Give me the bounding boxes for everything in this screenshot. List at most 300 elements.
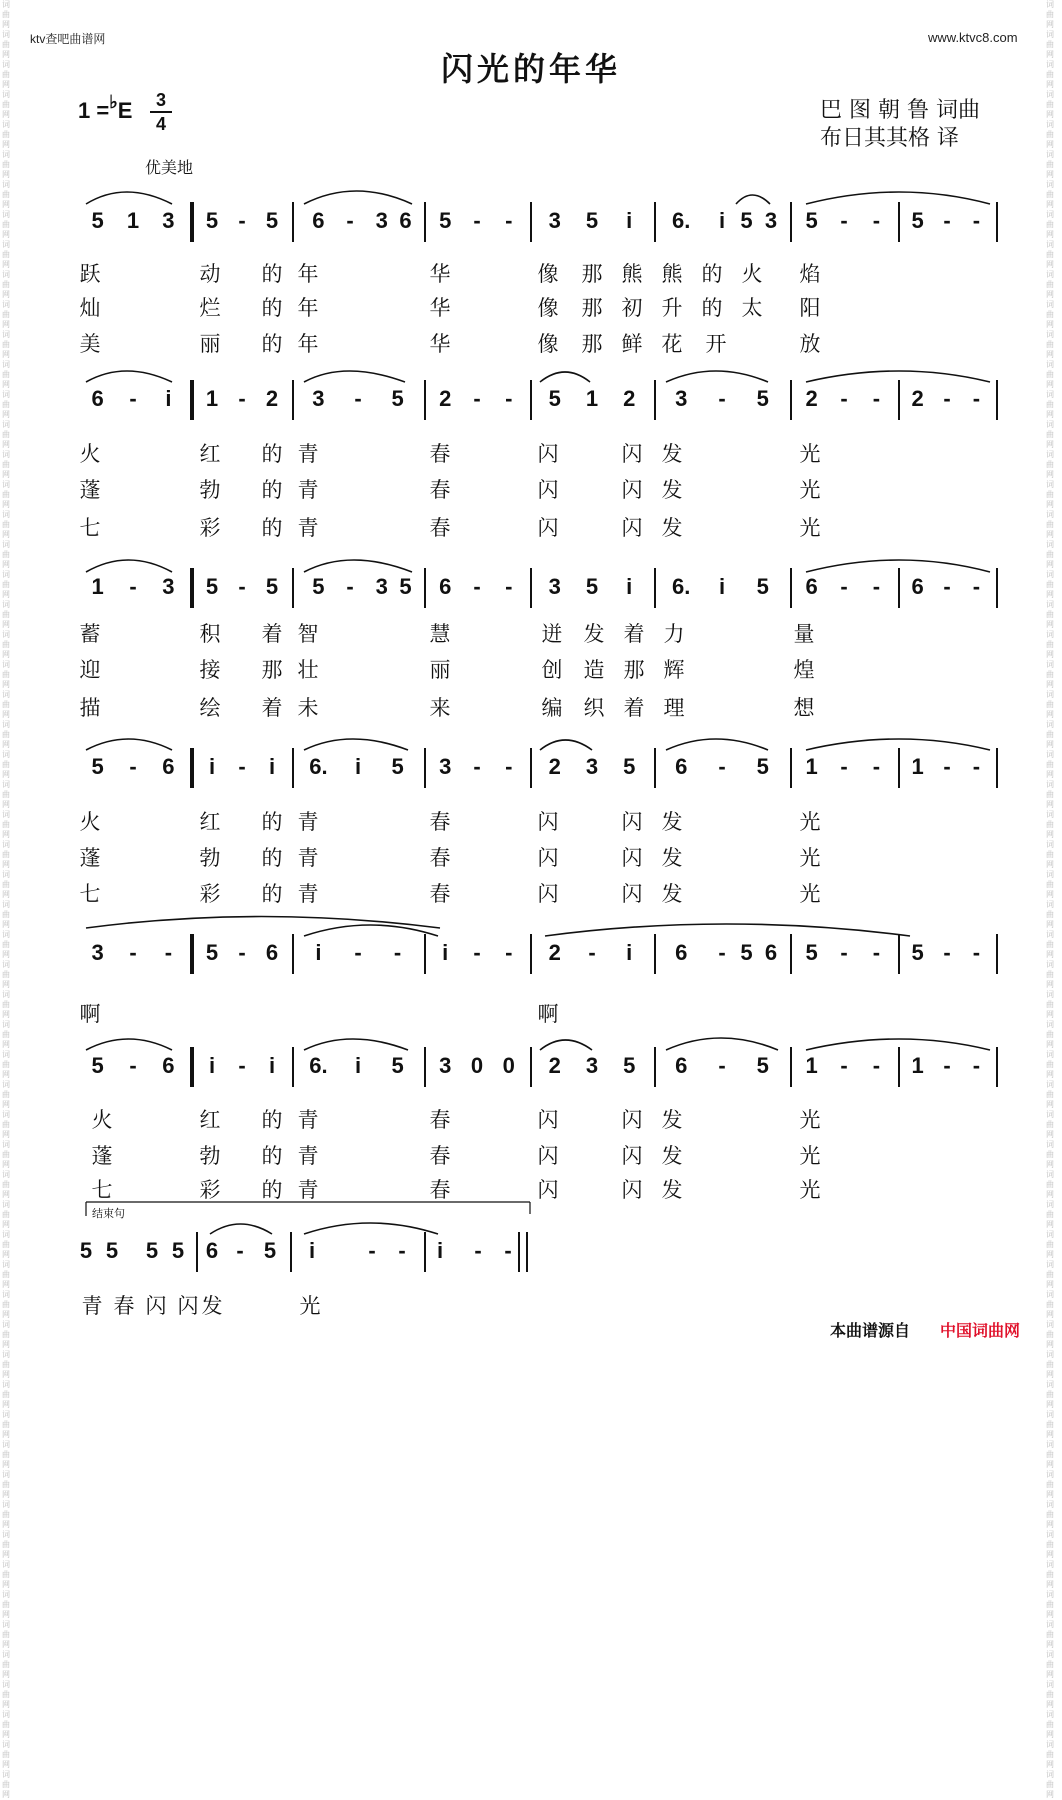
lyric-char: 春 <box>429 882 451 906</box>
lyric-char: 光 <box>799 478 821 502</box>
jianpu-note: - <box>840 940 848 965</box>
jianpu-note: 1 <box>126 208 140 233</box>
slur <box>666 739 768 750</box>
jianpu-note: 0 <box>470 1053 484 1078</box>
lyric-char: 发 <box>661 516 683 540</box>
jianpu-note: - <box>872 1053 881 1078</box>
jianpu-note: i <box>208 1053 216 1078</box>
jianpu-note: 2 <box>548 940 561 965</box>
lyric-char: 着 <box>261 696 283 720</box>
lyric-char: 闪 <box>621 882 643 906</box>
slur <box>540 372 590 382</box>
jianpu-note: 5 <box>585 208 599 233</box>
jianpu-note: 3 <box>375 574 388 599</box>
jianpu-note: - <box>840 386 848 411</box>
lyric-char: 着 <box>261 622 283 646</box>
lyric-char: 闪 <box>537 1144 559 1168</box>
flat-sign: ♭ <box>109 92 118 112</box>
jianpu-note: 6 <box>265 940 279 965</box>
jianpu-note: - <box>840 754 848 779</box>
lyric-char: 的 <box>701 296 723 320</box>
time-top: 3 <box>155 90 166 110</box>
jianpu-note: 6. <box>672 574 691 599</box>
jianpu-note: 2 <box>623 386 636 411</box>
lyric-char: 蓬 <box>91 1144 113 1168</box>
jianpu-note: - <box>505 940 513 965</box>
phrase-arcs <box>86 191 990 1234</box>
jianpu-note: - <box>505 386 513 411</box>
lyric-char: 春 <box>429 846 451 870</box>
jianpu-note: 5 <box>756 574 769 599</box>
lyric-char: 光 <box>799 1144 821 1168</box>
jianpu-note: - <box>943 386 951 411</box>
lyric-char: 闪 <box>621 846 643 870</box>
jianpu-note: 2 <box>805 386 818 411</box>
lyric-char: 火 <box>741 262 763 286</box>
jianpu-note: 5 <box>911 208 924 233</box>
jianpu-note: 5 <box>805 208 818 233</box>
jianpu-note: - <box>943 940 951 965</box>
time-bottom: 4 <box>155 114 166 134</box>
jianpu-note: - <box>473 386 481 411</box>
jianpu-note: - <box>238 386 246 411</box>
jianpu-note: 5 <box>548 386 561 411</box>
jianpu-note: i <box>718 208 726 233</box>
slur <box>86 560 172 572</box>
lyric-char: 春 <box>429 1108 451 1132</box>
jianpu-note: 6 <box>399 208 412 233</box>
lyric-char: 光 <box>799 1108 821 1132</box>
jianpu-note: i <box>354 754 362 779</box>
jianpu-note: - <box>473 574 481 599</box>
lyric-char: 熊 <box>621 262 643 286</box>
lyric-char: 的 <box>261 846 283 870</box>
lyric-char: 火 <box>91 1108 113 1132</box>
jianpu-note: 2 <box>265 386 279 411</box>
jianpu-note: 5 <box>399 574 412 599</box>
lyric-char: 升 <box>661 296 683 320</box>
lyric-char: 青 <box>297 478 319 502</box>
lyric-char: 啊 <box>79 1002 101 1026</box>
lyric-char: 年 <box>297 332 319 356</box>
jianpu-note: 5 <box>205 574 219 599</box>
lyric-char: 光 <box>299 1294 321 1318</box>
lyric-char: 着 <box>623 696 645 720</box>
lyric-char: 初 <box>621 296 643 320</box>
lyric-char: 的 <box>261 478 283 502</box>
lyric-char: 发 <box>661 442 683 466</box>
jianpu-note: 5 <box>91 208 104 233</box>
jianpu-note: 5 <box>205 940 219 965</box>
jianpu-note: 5 <box>756 1053 769 1078</box>
jianpu-note: 6 <box>205 1238 219 1263</box>
lyric-char: 光 <box>799 442 821 466</box>
jianpu-note: - <box>943 754 951 779</box>
jianpu-note: 6. <box>672 208 691 233</box>
jianpu-note: - <box>872 754 881 779</box>
jianpu-note: - <box>354 386 362 411</box>
lyric-char: 发 <box>661 1178 683 1202</box>
jianpu-note: - <box>872 386 881 411</box>
jianpu-note: - <box>588 940 596 965</box>
lyric-char: 光 <box>799 810 821 834</box>
lyric-char: 的 <box>701 262 723 286</box>
credit-translator: 布日其其格 译 <box>820 126 959 151</box>
key-letter: E <box>117 98 133 123</box>
jianpu-note: i <box>165 386 172 411</box>
lyric-char: 迸 <box>541 622 563 646</box>
jianpu-note: 5 <box>740 208 753 233</box>
lyric-char: 青 <box>297 442 319 466</box>
lyric-char: 的 <box>261 442 283 466</box>
footer-source: 本曲谱源自 <box>830 1321 911 1340</box>
jianpu-note: - <box>872 208 881 233</box>
jianpu-note: - <box>840 208 848 233</box>
lyric-char: 丽 <box>199 332 221 356</box>
lyric-char: 煌 <box>793 658 815 682</box>
lyric-char: 青 <box>81 1294 103 1318</box>
jianpu-note: 3 <box>764 208 778 233</box>
coda-bracket <box>86 1202 530 1216</box>
lyric-char: 闪 <box>537 478 559 502</box>
jianpu-note: 1 <box>805 754 818 779</box>
lyric-char: 勃 <box>199 478 221 502</box>
jianpu-note: 3 <box>548 208 561 233</box>
lyric-char: 青 <box>297 1178 319 1202</box>
jianpu-note: - <box>972 574 981 599</box>
lyric-char: 那 <box>581 332 603 356</box>
lyric-char: 闪 <box>537 516 559 540</box>
jianpu-note: - <box>972 208 981 233</box>
jianpu-note: 1 <box>911 754 924 779</box>
lyric-char: 的 <box>261 332 283 356</box>
lyric-char: 壮 <box>297 658 319 682</box>
lyric-char: 那 <box>623 658 645 682</box>
jianpu-note: - <box>473 940 481 965</box>
lyric-char: 辉 <box>663 658 685 682</box>
lyric-char: 闪 <box>621 810 643 834</box>
jianpu-note: 5 <box>265 208 279 233</box>
lyric-char: 动 <box>199 262 221 286</box>
coda-label: 结束句 <box>92 1207 125 1220</box>
jianpu-note: 6 <box>439 574 452 599</box>
jianpu-note: - <box>718 754 726 779</box>
lyric-char: 华 <box>429 296 451 320</box>
lyric-char: 红 <box>199 810 221 834</box>
jianpu-note: 3 <box>548 574 561 599</box>
lyric-char: 发 <box>661 1108 683 1132</box>
lyric-char: 迎 <box>79 658 101 682</box>
jianpu-note: 5 <box>756 754 769 779</box>
jianpu-note: - <box>840 574 848 599</box>
lyric-char: 闪 <box>621 442 643 466</box>
lyric-char: 光 <box>799 516 821 540</box>
jianpu-note: - <box>505 208 513 233</box>
lyric-char: 造 <box>583 658 605 682</box>
jianpu-note: - <box>972 386 981 411</box>
slur <box>666 1038 778 1050</box>
slur <box>736 195 770 204</box>
lyric-char: 春 <box>429 442 451 466</box>
jianpu-note: 5 <box>145 1238 159 1263</box>
lyric-char: 闪 <box>621 478 643 502</box>
lyric-char: 的 <box>261 1108 283 1132</box>
jianpu-note: 2 <box>439 386 452 411</box>
lyric-char: 闪 <box>621 1178 643 1202</box>
jianpu-note: 3 <box>439 1053 452 1078</box>
jianpu-note: - <box>129 940 137 965</box>
lyric-char: 花 <box>661 332 683 356</box>
jianpu-note: 5 <box>623 1053 636 1078</box>
lyric-char: 编 <box>541 696 563 720</box>
jianpu-note: 1 <box>91 574 104 599</box>
jianpu-note: 5 <box>171 1238 185 1263</box>
lyric-char: 春 <box>429 810 451 834</box>
jianpu-note: i <box>354 1053 362 1078</box>
slur <box>86 739 172 750</box>
jianpu-note: 6 <box>162 754 175 779</box>
jianpu-note: 2 <box>548 754 561 779</box>
jianpu-note: 6 <box>764 940 778 965</box>
lyric-char: 春 <box>429 1178 451 1202</box>
jianpu-note: - <box>354 940 362 965</box>
lyric-char: 开 <box>705 332 727 356</box>
lyric-char: 织 <box>583 696 605 720</box>
watermark-right: www.ktvc8.com <box>928 30 1018 45</box>
lyric-char: 烂 <box>199 296 221 320</box>
lyric-char: 像 <box>537 296 559 320</box>
lyric-char: 青 <box>297 516 319 540</box>
lyric-char: 年 <box>297 262 319 286</box>
jianpu-note: 3 <box>675 386 688 411</box>
side-watermark-left: 词曲网词曲网词曲网词曲网词曲网词曲网词曲网词曲网词曲网词曲网词曲网词曲网词曲网词曲网词曲网词曲网词曲网词曲网词曲网词曲网词曲网词曲网词曲网词曲网词曲网词曲网词曲网词曲网词曲网词曲网词曲网词曲网词曲网词曲网词曲网词曲网词曲网词曲网词曲网词曲网词曲网词曲网词曲网词曲网词曲网词曲网词曲网词曲网词曲网词曲网词曲网词曲网词曲网词曲网词曲网词曲网词曲网词曲网词曲网词曲网 <box>2 0 10 1799</box>
lyric-char: 七 <box>79 516 101 540</box>
jianpu-note: 6 <box>675 754 688 779</box>
jianpu-note: 3 <box>162 208 175 233</box>
jianpu-note: 2 <box>911 386 924 411</box>
lyric-char: 火 <box>79 810 101 834</box>
jianpu-note: i <box>626 940 633 965</box>
lyric-char: 光 <box>799 882 821 906</box>
jianpu-note: 6 <box>162 1053 175 1078</box>
jianpu-note: - <box>505 754 513 779</box>
lyric-char: 闪 <box>537 846 559 870</box>
lyric-char: 想 <box>793 696 815 720</box>
lyric-char: 的 <box>261 1178 283 1202</box>
jianpu-note: i <box>626 574 633 599</box>
jianpu-note: 1 <box>911 1053 924 1078</box>
slur <box>806 192 990 204</box>
jianpu-note: 5 <box>391 1053 404 1078</box>
slur <box>86 1039 172 1050</box>
lyric-char: 闪 <box>537 1178 559 1202</box>
jianpu-note: 5 <box>312 574 325 599</box>
side-watermark-right: 词曲网词曲网词曲网词曲网词曲网词曲网词曲网词曲网词曲网词曲网词曲网词曲网词曲网词曲网词曲网词曲网词曲网词曲网词曲网词曲网词曲网词曲网词曲网词曲网词曲网词曲网词曲网词曲网词曲网词曲网词曲网词曲网词曲网词曲网词曲网词曲网词曲网词曲网词曲网词曲网词曲网词曲网词曲网词曲网词曲网词曲网词曲网词曲网词曲网词曲网词曲网词曲网词曲网词曲网词曲网词曲网词曲网词曲网词曲网词曲网 <box>1046 0 1054 1799</box>
jianpu-note: i <box>718 574 726 599</box>
jianpu-note: 3 <box>375 208 388 233</box>
slur <box>540 1040 592 1050</box>
lyric-char: 闪 <box>145 1294 167 1318</box>
jianpu-note: 3 <box>439 754 452 779</box>
slur <box>86 371 172 382</box>
slur <box>304 1223 438 1234</box>
jianpu-note: i <box>268 1053 276 1078</box>
lyric-char: 放 <box>799 332 821 356</box>
jianpu-note: 3 <box>91 940 104 965</box>
jianpu-note: 5 <box>263 1238 277 1263</box>
jianpu-note: - <box>129 754 137 779</box>
jianpu-note: 6 <box>805 574 818 599</box>
jianpu-note: - <box>972 940 981 965</box>
lyric-char: 青 <box>297 810 319 834</box>
jianpu-note: - <box>398 1238 406 1263</box>
jianpu-note: - <box>943 208 951 233</box>
slur <box>304 560 412 572</box>
lyric-char: 闪 <box>537 1108 559 1132</box>
slur <box>806 1039 990 1050</box>
lyric-char: 量 <box>793 622 815 646</box>
lyric-char: 的 <box>261 516 283 540</box>
lyric-char: 光 <box>799 1178 821 1202</box>
jianpu-note: - <box>238 208 246 233</box>
lyric-char: 的 <box>261 810 283 834</box>
jianpu-note: - <box>718 940 726 965</box>
jianpu-note: 5 <box>91 1053 104 1078</box>
lyric-char: 的 <box>261 882 283 906</box>
lyric-char: 鲜 <box>621 332 643 356</box>
lyric-char: 积 <box>199 622 221 646</box>
lyric-char: 春 <box>429 1144 451 1168</box>
jianpu-note: 6 <box>675 1053 688 1078</box>
lyric-char: 丽 <box>429 658 451 682</box>
jianpu-note: 5 <box>91 754 104 779</box>
jianpu-note: 3 <box>585 754 599 779</box>
jianpu-note: 5 <box>205 208 219 233</box>
jianpu-note: i <box>268 754 276 779</box>
slur <box>540 740 592 750</box>
lyric-char: 发 <box>583 622 605 646</box>
slur <box>210 1224 272 1234</box>
jianpu-note: - <box>129 1053 137 1078</box>
slur <box>304 925 438 936</box>
lyric-char: 闪 <box>537 882 559 906</box>
lyric-char: 青 <box>297 1144 319 1168</box>
lyric-char: 青 <box>297 1108 319 1132</box>
jianpu-note: - <box>473 754 481 779</box>
lyric-char: 的 <box>261 1144 283 1168</box>
lyric-char: 红 <box>199 1108 221 1132</box>
lyric-char: 七 <box>79 882 101 906</box>
lyric-char: 蓄 <box>79 622 101 646</box>
lyric-char: 发 <box>661 478 683 502</box>
lyric-char: 像 <box>537 262 559 286</box>
jianpu-note: 6. <box>309 754 328 779</box>
lyric-char: 彩 <box>199 882 221 906</box>
lyric-char: 华 <box>429 332 451 356</box>
slur <box>304 371 405 382</box>
lyric-char: 彩 <box>199 516 221 540</box>
jianpu-note: - <box>238 754 246 779</box>
jianpu-note: - <box>346 208 354 233</box>
jianpu-note: - <box>505 574 513 599</box>
lyric-char: 年 <box>297 296 319 320</box>
slur <box>304 191 412 204</box>
jianpu-note: - <box>238 1053 246 1078</box>
jianpu-note: - <box>872 940 881 965</box>
lyric-char: 蓬 <box>79 478 101 502</box>
slur <box>304 1039 408 1050</box>
lyric-char: 发 <box>661 1144 683 1168</box>
lyric-char: 慧 <box>429 622 451 646</box>
jianpu-note: i <box>315 940 322 965</box>
lyric-char: 绘 <box>199 696 221 720</box>
jianpu-note: - <box>718 386 726 411</box>
jianpu-note: - <box>718 1053 726 1078</box>
jianpu-note: 6 <box>911 574 924 599</box>
jianpu-note: - <box>474 1238 482 1263</box>
lyric-char: 阳 <box>799 296 821 320</box>
lyric-char: 那 <box>581 296 603 320</box>
jianpu-note: 6 <box>675 940 688 965</box>
jianpu-note: 2 <box>548 1053 561 1078</box>
slur <box>806 739 990 750</box>
watermark-left: ktv查吧曲谱网 <box>30 32 106 46</box>
lyric-char: 太 <box>741 296 763 320</box>
jianpu-note: i <box>442 940 449 965</box>
lyric-char: 理 <box>663 696 685 720</box>
lyric-char: 跃 <box>79 262 101 286</box>
lyric-char: 熊 <box>661 262 683 286</box>
jianpu-note: i <box>308 1238 316 1263</box>
lyric-char: 七 <box>91 1178 113 1202</box>
lyric-char: 火 <box>79 442 101 466</box>
jianpu-note: 5 <box>585 574 599 599</box>
jianpu-note: - <box>840 1053 848 1078</box>
jianpu-note: 1 <box>805 1053 818 1078</box>
lyric-char: 灿 <box>79 296 101 320</box>
lyric-char: 美 <box>79 332 101 356</box>
jianpu-note: 5 <box>911 940 924 965</box>
jianpu-note: 6 <box>312 208 325 233</box>
slur <box>545 924 910 936</box>
lyric-char: 闪 <box>537 442 559 466</box>
jianpu-note: 3 <box>585 1053 599 1078</box>
lyric-char: 彩 <box>199 1178 221 1202</box>
lyric-char: 闪 <box>177 1294 199 1318</box>
lyric-char: 未 <box>297 696 319 720</box>
slur <box>806 371 990 382</box>
jianpu-note: 5 <box>391 754 404 779</box>
jianpu-note: - <box>943 1053 951 1078</box>
song-title: 闪光的年华 <box>440 50 621 88</box>
lyric-char: 春 <box>113 1294 135 1318</box>
jianpu-note: - <box>872 574 881 599</box>
jianpu-note: 6 <box>91 386 104 411</box>
lyric-char: 描 <box>79 696 101 720</box>
lyric-char: 闪 <box>621 1144 643 1168</box>
credit-composer: 巴 图 朝 鲁 词曲 <box>820 98 980 123</box>
jianpu-note: 5 <box>805 940 818 965</box>
lyric-char: 勃 <box>199 1144 221 1168</box>
jianpu-note: i <box>208 754 216 779</box>
jianpu-note: 5 <box>265 574 279 599</box>
lyric-char: 勃 <box>199 846 221 870</box>
lyric-char: 那 <box>581 262 603 286</box>
lyric-char: 着 <box>623 622 645 646</box>
lyric-char: 力 <box>663 622 685 646</box>
jianpu-note: 5 <box>79 1238 93 1263</box>
lyric-char: 闪 <box>537 810 559 834</box>
